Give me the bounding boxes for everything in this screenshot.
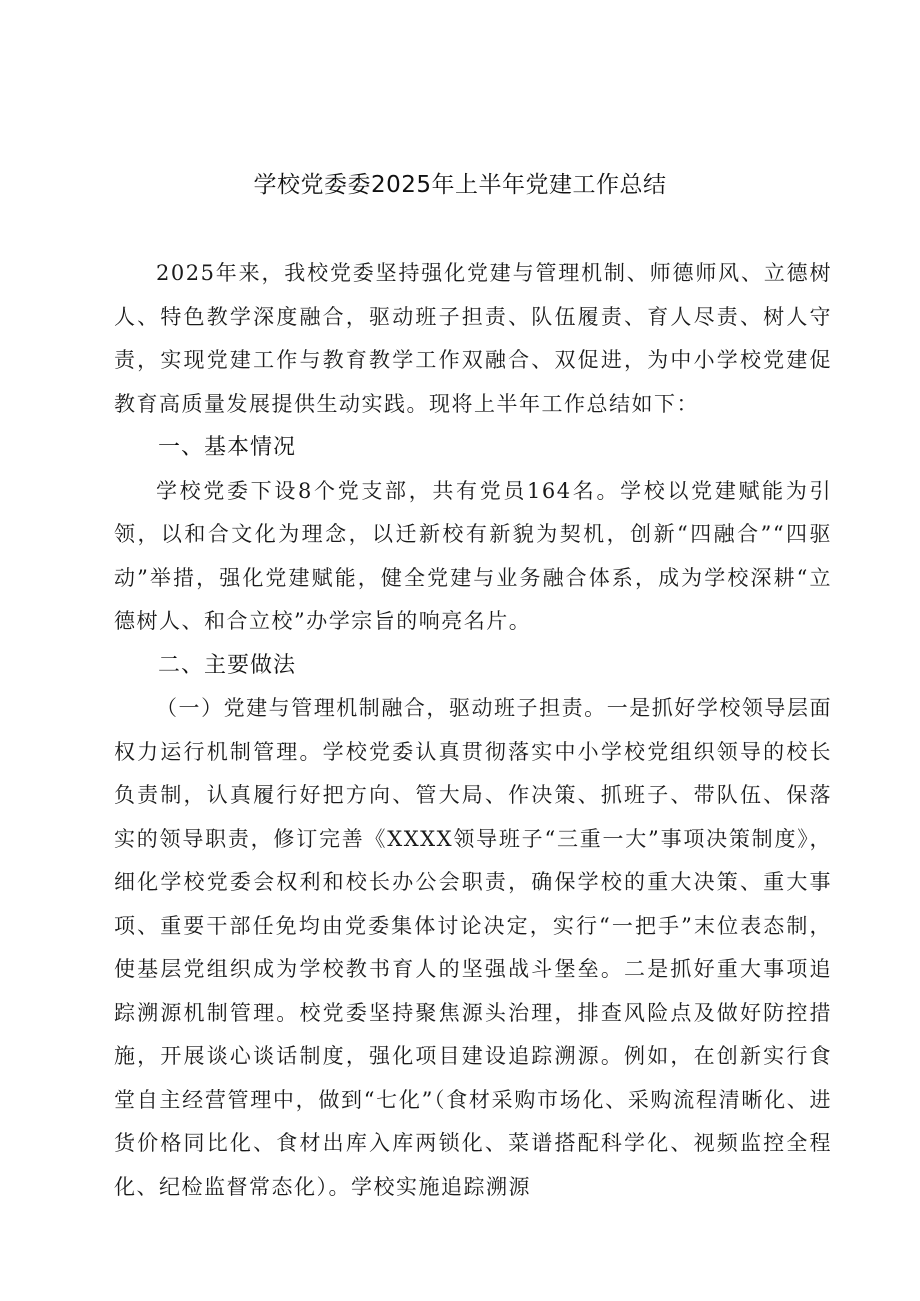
main-practices-paragraph: （一）党建与管理机制融合，驱动班子担责。一是抓好学校领导层面权力运行机制管理。学校党委认真贯彻落实中小学校党组织领导的校长负责制，认真履行好把方向、管大局、作决策、抓班子、带队伍、保落实的领导职责，修订完善《XXXX领导班子“三重一大”事项决策制度》，细化学校党委会权利和校长办公会职责，确保学校的重大决策、重大事项、重要干部任免均由党委集体讨论决定，实行“一把手”末位表态制，使基层党组织成为学校教书育人的坚强战斗堡垒。二是抓好重大事项追踪溯源机制管理。校党委坚持聚焦源头治理，排查风险点及做好防控措施，开展谈心谈话制度，强化项目建设追踪溯源。例如，在创新实行食堂自主经营管理中，做到“七化”（食材采购市场化、采购流程清晰化、进货价格同比化、食材出库入库两锁化、菜谱搭配科学化、视频监控全程化、纪检监督常态化）。学校实施追踪溯源 <box>114 696 832 1199</box>
document-title: 学校党委委2025年上半年党建工作总结 <box>253 172 667 198</box>
section-heading-basic-situation: 一、基本情况 <box>158 435 297 460</box>
section-heading-main-practices: 二、主要做法 <box>158 652 297 678</box>
document-body <box>114 252 832 1209</box>
basic-situation-paragraph: 学校党委下设8个党支部，共有党员164名。学校以党建赋能为引领，以和合文化为理念，以迁新校有新貌为契机，创新“四融合”“四驱动”举措，强化党建赋能，健全党建与业务融合体系，成为学校深耕“立德树人、和合立校”办学宗旨的响亮名片。 <box>114 478 832 633</box>
intro-paragraph: 2025年来，我校党委坚持强化党建与管理机制、师德师风、立德树人、特色教学深度融合，驱动班子担责、队伍履责、育人尽责、树人守责，实现党建工作与教育教学工作双融合、双促进，为中小学校党建促教育高质量发展提供生动实践。现将上半年工作总结如下： <box>114 261 832 416</box>
